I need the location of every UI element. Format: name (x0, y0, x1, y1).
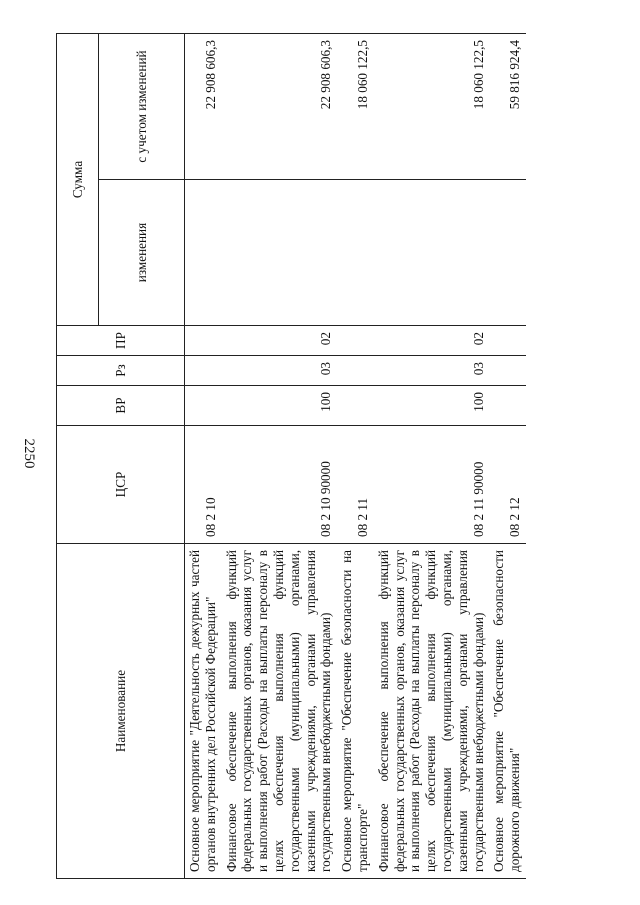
header-rz: Рз (57, 356, 185, 386)
row-changes (185, 180, 222, 326)
header-sum: Сумма (57, 34, 99, 326)
row-rz (185, 356, 222, 386)
row-vr: 100 (374, 386, 490, 426)
row-csr: 08 2 12 (489, 426, 526, 544)
row-changes (337, 180, 374, 326)
header-name: Наименование (57, 544, 185, 879)
row-with-changes: 18 060 122,5 (337, 34, 374, 180)
row-vr: 100 (222, 386, 338, 426)
row-vr (489, 386, 526, 426)
table-row (374, 34, 490, 879)
table-row (489, 34, 526, 879)
row-with-changes: 22 908 606,3 (222, 34, 338, 180)
table-body (185, 34, 526, 879)
header-vr: ВР (57, 386, 185, 426)
header-with-changes: с учетом изменений (99, 34, 185, 180)
row-with-changes: 18 060 122,5 (374, 34, 490, 180)
row-pr: 02 (374, 326, 490, 356)
row-csr: 08 2 11 (337, 426, 374, 544)
table-header (57, 34, 185, 879)
row-name: Финансовое обеспечение выполнения функций федеральных государственных органов, оказания услуг и выполнения работ (Расходы на выплаты персоналу в целях обеспечения выполнения функций государственными (муниципальными) органами, казенными учреждениями, органами управления государственными внебюджетными фондами) (374, 544, 490, 879)
budget-table (56, 33, 526, 879)
row-pr (489, 326, 526, 356)
row-name: Основное мероприятие "Деятельность дежурных частей органов внутренних дел Российской Федерации" (185, 544, 222, 879)
row-name: Основное мероприятие "Обеспечение безопасности дорожного движения" (489, 544, 526, 879)
row-pr: 02 (222, 326, 338, 356)
row-vr (185, 386, 222, 426)
row-changes (489, 180, 526, 326)
row-rz: 03 (222, 356, 338, 386)
row-vr (337, 386, 374, 426)
table-row (337, 34, 374, 879)
header-pr: ПР (57, 326, 185, 356)
row-rz: 03 (374, 356, 490, 386)
row-with-changes: 22 908 606,3 (185, 34, 222, 180)
row-pr (337, 326, 374, 356)
row-changes (222, 180, 338, 326)
row-csr: 08 2 10 (185, 426, 222, 544)
row-csr: 08 2 11 90000 (374, 426, 490, 544)
table-row (222, 34, 338, 879)
row-csr: 08 2 10 90000 (222, 426, 338, 544)
table-row (185, 34, 222, 879)
header-csr: ЦСР (57, 426, 185, 544)
row-name: Финансовое обеспечение выполнения функций федеральных государственных органов, оказания услуг и выполнения работ (Расходы на выплаты персоналу в целях обеспечения выполнения функций государственными (муниципальными) органами, казенными учреждениями, органами управления государственными внебюджетными фондами) (222, 544, 338, 879)
row-name: Основное мероприятие "Обеспечение безопасности на транспорте" (337, 544, 374, 879)
page-number: 2250 (21, 438, 37, 469)
row-with-changes: 59 816 924,4 (489, 34, 526, 180)
row-rz (337, 356, 374, 386)
row-rz (489, 356, 526, 386)
row-changes (374, 180, 490, 326)
header-changes: изменения (99, 180, 185, 326)
row-pr (185, 326, 222, 356)
